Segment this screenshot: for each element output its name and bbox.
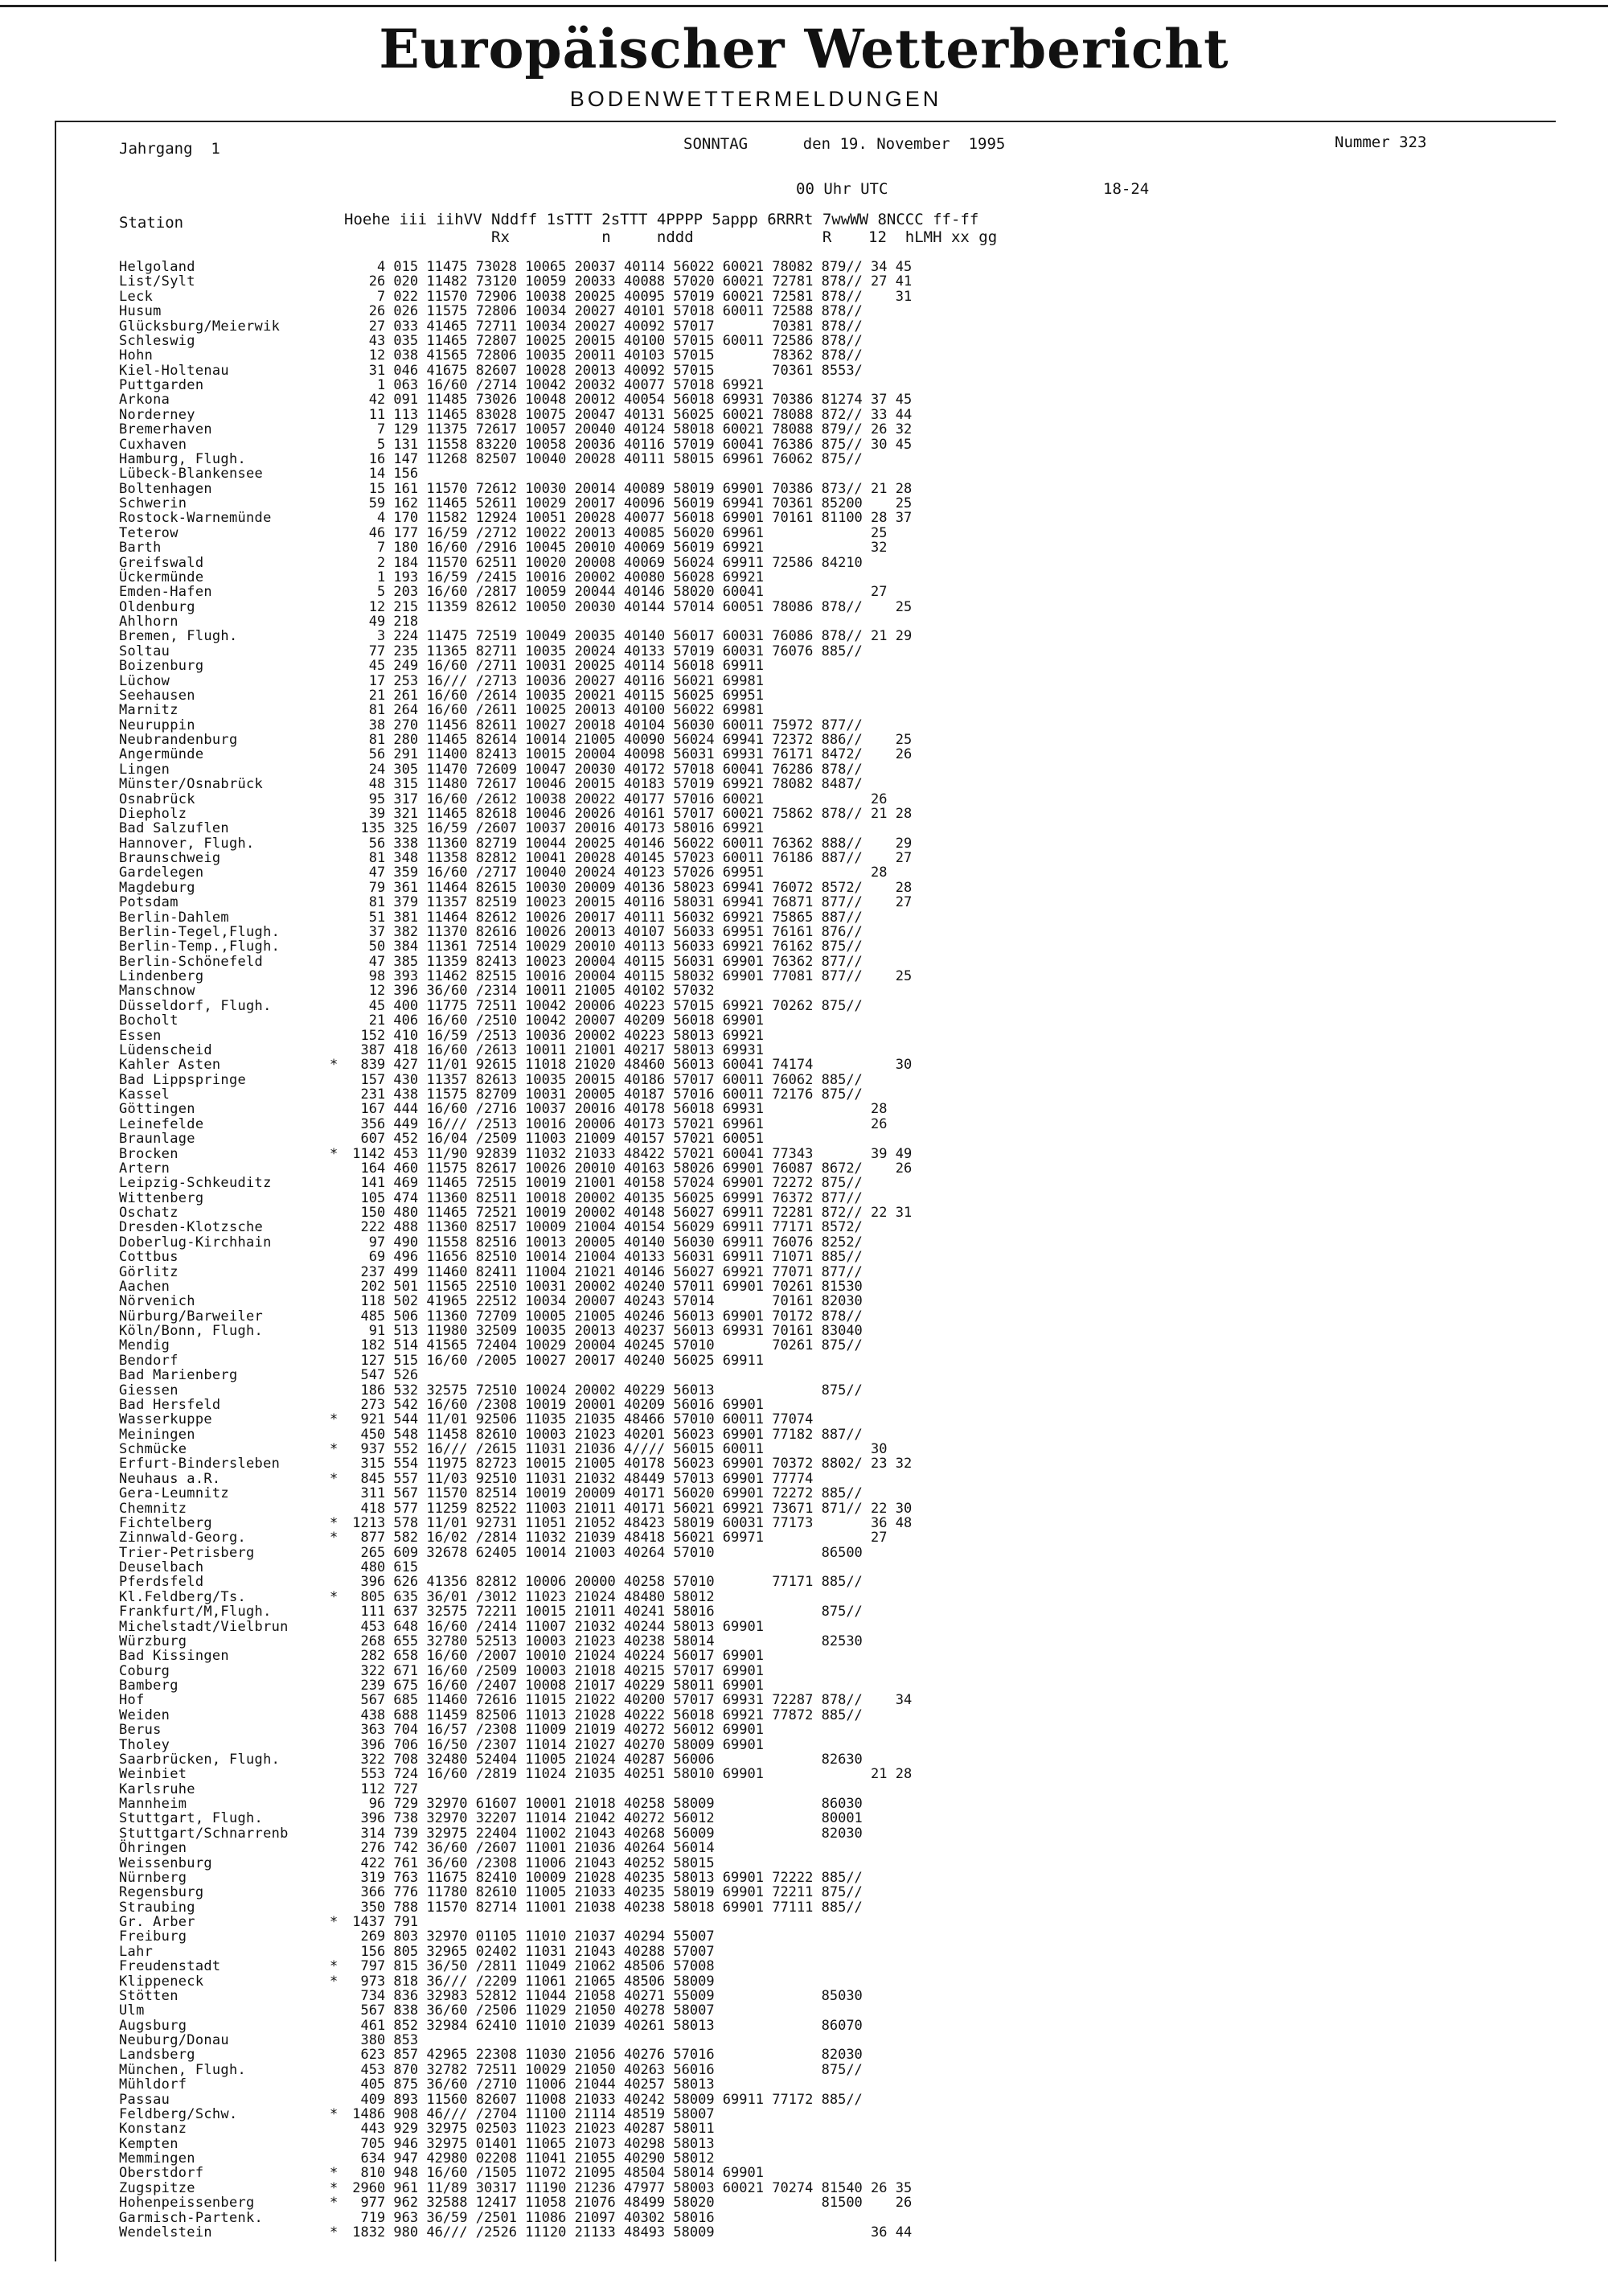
station-name: Stuttgart/Schnarrenb xyxy=(119,1825,289,1842)
observation-codes: 1486 908 46/// /2704 11100 21114 48519 58007 xyxy=(344,2105,715,2122)
station-name: Fichtelberg xyxy=(119,1514,212,1531)
observation-codes: 937 552 16/// /2615 11031 21036 4//// 56015 60011 30 xyxy=(344,1441,888,1457)
top-rule xyxy=(0,5,1608,7)
observation-codes: 47 385 11359 82413 10023 20004 40115 56031 69901 76362 877// xyxy=(344,953,863,970)
station-name: Braunschweig xyxy=(119,850,221,866)
observation-codes: 152 410 16/59 /2513 10036 20002 40223 58013 69921 xyxy=(344,1027,764,1044)
observation-codes: 95 317 16/60 /2612 10038 20022 40177 57016 60021 26 xyxy=(344,791,888,807)
observation-codes: 567 685 11460 72616 11015 21022 40200 57017 69931 72287 878// 34 xyxy=(344,1692,913,1709)
observation-codes: 21 261 16/60 /2614 10035 20021 40115 56025 69951 xyxy=(344,687,764,704)
station-name: Göttingen xyxy=(119,1101,195,1118)
station-name: Chemnitz xyxy=(119,1500,187,1517)
observation-codes: 845 557 11/03 92510 11031 21032 48449 57013 69901 77774 xyxy=(344,1470,814,1487)
observation-codes: 409 893 11560 82607 11008 21033 40242 58009 69911 77172 885// xyxy=(344,2091,863,2108)
station-name: Pferdsfeld xyxy=(119,1574,204,1591)
station-name: Mühldorf xyxy=(119,2076,187,2093)
observation-codes: 239 675 16/60 /2407 10008 21017 40229 58011 69901 xyxy=(344,1678,764,1694)
observation-codes: 47 359 16/60 /2717 10040 20024 40123 57026 69951 28 xyxy=(344,865,888,881)
station-name: Soltau xyxy=(119,643,170,659)
station-name: Bad Marienberg xyxy=(119,1367,238,1384)
station-name: Karlsruhe xyxy=(119,1781,195,1797)
station-name: Seehausen xyxy=(119,687,195,704)
station-name: Zugspitze xyxy=(119,2179,195,2196)
observation-codes: 921 544 11/01 92506 11035 21035 48466 57010 60011 77074 xyxy=(344,1411,814,1428)
mountain-station-marker: * xyxy=(330,2165,338,2182)
observation-codes: 222 488 11360 82517 10009 21004 40154 56029 69911 77171 8572/ xyxy=(344,1219,863,1236)
observation-codes: 4 015 11475 73028 10065 20037 40114 56022 60021 78082 879// 34 45 xyxy=(344,259,913,275)
observation-codes: 2 184 11570 62511 10020 20008 40069 56024 69911 72586 84210 xyxy=(344,554,863,571)
station-name: Nürnberg xyxy=(119,1869,187,1886)
station-name: Kassel xyxy=(119,1086,170,1103)
mountain-station-marker: * xyxy=(330,1145,338,1162)
observation-codes: 118 502 41965 22512 10034 20007 40243 57014 70161 82030 xyxy=(344,1293,863,1310)
observation-codes: 26 020 11482 73120 10059 20033 40088 57020 60021 72781 878// 27 41 xyxy=(344,273,913,290)
observation-codes: 16 147 11268 82507 10040 20028 40111 58015 69961 76062 875// xyxy=(344,450,863,467)
observation-codes: 450 548 11458 82610 10003 21023 40201 56023 69901 77182 887// xyxy=(344,1426,863,1443)
issue-number: Nummer 323 xyxy=(1335,133,1427,151)
station-name: Konstanz xyxy=(119,2121,187,2138)
station-name: Berlin-Temp.,Flugh. xyxy=(119,939,281,955)
observation-codes: 127 515 16/60 /2005 10027 20017 40240 56025 69911 xyxy=(344,1352,764,1369)
observation-codes: 141 469 11465 72515 10019 21001 40158 57024 69901 72272 875// xyxy=(344,1175,863,1192)
station-name: Glücksburg/Meierwik xyxy=(119,318,281,335)
gust-period: 18-24 xyxy=(1103,180,1150,198)
observation-codes: 453 870 32782 72511 10029 21050 40263 56016 875// xyxy=(344,2061,863,2078)
station-name: Neuruppin xyxy=(119,717,195,733)
station-name: Bremerhaven xyxy=(119,421,212,438)
station-name: Arkona xyxy=(119,392,170,409)
observation-codes: 567 838 36/60 /2506 11029 21050 40278 58007 xyxy=(344,2002,715,2019)
observation-codes: 396 626 41356 82812 10006 20000 40258 57010 77171 885// xyxy=(344,1574,863,1591)
mountain-station-marker: * xyxy=(330,1914,338,1930)
station-name: Ulm xyxy=(119,2002,145,2019)
mountain-station-marker: * xyxy=(330,1588,338,1605)
observation-codes: 202 501 11565 22510 10031 20002 40240 57011 69901 70261 81530 xyxy=(344,1278,863,1295)
station-name: Artern xyxy=(119,1160,170,1177)
station-name: Potsdam xyxy=(119,894,178,911)
station-name: Regensburg xyxy=(119,1884,204,1901)
station-name: Lüchow xyxy=(119,672,170,689)
observation-codes: 1213 578 11/01 92731 11051 21052 48423 58019 60031 77173 36 48 xyxy=(344,1514,913,1531)
station-name: Saarbrücken, Flugh. xyxy=(119,1751,281,1768)
station-name: Berlin-Dahlem xyxy=(119,909,229,926)
observation-codes: 705 946 32975 01401 11065 21073 40298 58013 xyxy=(344,2135,715,2152)
station-name: Essen xyxy=(119,1027,162,1044)
observation-codes: 797 815 36/50 /2811 11049 21062 48506 57008 xyxy=(344,1958,715,1975)
station-name: Augsburg xyxy=(119,2017,187,2034)
observation-codes: 105 474 11360 82511 10018 20002 40135 56025 69991 76372 877// xyxy=(344,1189,863,1206)
station-name: Mendig xyxy=(119,1337,170,1354)
observation-codes: 973 818 36/// /2209 11061 21065 48506 58009 xyxy=(344,1973,715,1990)
observation-codes: 485 506 11360 72709 10005 21005 40246 56013 69901 70172 878// xyxy=(344,1308,863,1325)
observation-codes: 396 706 16/50 /2307 11014 21027 40270 58009 69901 xyxy=(344,1736,764,1753)
station-name: Cottbus xyxy=(119,1249,178,1266)
observation-codes: 11 113 11465 83028 10075 20047 40131 56025 60021 78088 872// 33 44 xyxy=(344,406,913,423)
mountain-station-marker: * xyxy=(330,2224,338,2241)
observation-codes: 12 215 11359 82612 10050 20030 40144 57014 60051 78086 878// 25 xyxy=(344,598,913,615)
observation-codes: 405 875 36/60 /2710 11006 21044 40257 58013 xyxy=(344,2076,715,2093)
observation-codes: 91 513 11980 32509 10035 20013 40237 56013 69931 70161 83040 xyxy=(344,1323,863,1339)
observation-codes: 231 438 11575 82709 10031 20005 40187 57016 60011 72176 875// xyxy=(344,1086,863,1103)
observation-codes: 443 929 32975 02503 11023 21023 40287 58011 xyxy=(344,2121,715,2138)
station-name: Marnitz xyxy=(119,702,178,719)
observation-codes: 38 270 11456 82611 10027 20018 40104 56030 60011 75972 877// xyxy=(344,717,863,733)
station-name: Diepholz xyxy=(119,805,187,822)
observation-codes: 81 280 11465 82614 10014 21005 40090 56024 69941 72372 886// 25 xyxy=(344,732,913,748)
observation-codes: 27 033 41465 72711 10034 20027 40092 57017 70381 878// xyxy=(344,318,863,335)
station-name: Stötten xyxy=(119,1987,178,2004)
observation-codes: 77 235 11365 82711 10035 20024 40133 57019 60031 76076 885// xyxy=(344,643,863,659)
station-name: Husum xyxy=(119,303,162,320)
observation-codes: 350 788 11570 82714 11001 21038 40238 58018 69901 77111 885// xyxy=(344,1899,863,1916)
code-header-line-2: Rx n nddd R 12 hLMH xx gg xyxy=(344,228,998,246)
station-name: Weiden xyxy=(119,1707,170,1723)
station-name: Lahr xyxy=(119,1943,154,1960)
station-name: Norderney xyxy=(119,406,195,423)
observation-codes: 418 577 11259 82522 11003 21011 40171 56021 69921 73671 871// 22 30 xyxy=(344,1500,913,1517)
observation-codes: 623 857 42965 22308 11030 21056 40276 57016 82030 xyxy=(344,2047,863,2064)
observation-codes: 69 496 11656 82510 10014 21004 40133 56031 69911 71071 885// xyxy=(344,1249,863,1266)
observation-codes: 314 739 32975 22404 11002 21043 40268 56009 82030 xyxy=(344,1825,863,1842)
observation-codes: 276 742 36/60 /2607 11001 21036 40264 56014 xyxy=(344,1840,715,1857)
observation-codes: 42 091 11485 73026 10048 20012 40054 56018 69931 70386 81274 37 45 xyxy=(344,392,913,409)
station-name: Straubing xyxy=(119,1899,195,1916)
station-name: Lüdenscheid xyxy=(119,1041,212,1058)
observation-codes: 45 400 11775 72511 10042 20006 40223 57015 69921 70262 875// xyxy=(344,997,863,1014)
station-name: Memmingen xyxy=(119,2150,195,2167)
station-name: Leinefelde xyxy=(119,1115,204,1132)
station-name: Trier-Petrisberg xyxy=(119,1544,255,1561)
observation-codes: 31 046 41675 82607 10028 20013 40092 57015 70361 8553/ xyxy=(344,362,863,379)
observation-codes: 156 805 32965 02402 11031 21043 40288 57007 xyxy=(344,1943,715,1960)
station-name: Erfurt-Bindersleben xyxy=(119,1456,281,1472)
station-name: Boltenhagen xyxy=(119,480,212,497)
station-name: Schwerin xyxy=(119,495,187,511)
station-name: Rostock-Warnemünde xyxy=(119,510,272,527)
observation-codes: 45 249 16/60 /2711 10031 20025 40114 56018 69911 xyxy=(344,658,764,675)
station-name: Tholey xyxy=(119,1736,170,1753)
mountain-station-marker: * xyxy=(330,2105,338,2122)
page-title: Europäischer Wetterbericht xyxy=(379,18,1229,80)
station-name: Kl.Feldberg/Ts. xyxy=(119,1588,247,1605)
observation-codes: 265 609 32678 62405 10014 21003 40264 57010 86500 xyxy=(344,1544,863,1561)
station-name: Lübeck-Blankensee xyxy=(119,466,264,483)
station-name: Leck xyxy=(119,288,154,305)
station-name: Freudenstadt xyxy=(119,1958,221,1975)
station-name: Münster/Osnabrück xyxy=(119,776,264,793)
station-name: Hof xyxy=(119,1692,145,1709)
observation-codes: 363 704 16/57 /2308 11009 21019 40272 56012 69901 xyxy=(344,1722,764,1739)
observation-codes: 96 729 32970 61607 10001 21018 40258 58009 86030 xyxy=(344,1796,863,1812)
station-name: Hannover, Flugh. xyxy=(119,835,255,852)
station-name: Barth xyxy=(119,540,162,557)
station-name: Weinbiet xyxy=(119,1766,187,1783)
station-name: Kahler Asten xyxy=(119,1057,221,1074)
observation-codes: 356 449 16/// /2513 10016 20006 40173 57021 69961 26 xyxy=(344,1115,888,1132)
observation-codes: 15 161 11570 72612 10030 20014 40089 58019 69901 70386 873// 21 28 xyxy=(344,480,913,497)
observation-codes: 135 325 16/59 /2607 10037 20016 40173 58016 69921 xyxy=(344,820,764,837)
observation-codes: 237 499 11460 82411 11004 21021 40146 56027 69921 77071 877// xyxy=(344,1263,863,1280)
station-name: Manschnow xyxy=(119,983,195,1000)
mountain-station-marker: * xyxy=(330,2195,338,2212)
station-name: List/Sylt xyxy=(119,273,195,290)
observation-codes: 56 338 11360 82719 10044 20025 40146 56022 60011 76362 888// 29 xyxy=(344,835,913,852)
mountain-station-marker: * xyxy=(330,1958,338,1975)
station-name: Gardelegen xyxy=(119,865,204,881)
station-name: Doberlug-Kirchhain xyxy=(119,1234,272,1251)
observation-codes: 634 947 42980 02208 11041 21055 40290 58012 xyxy=(344,2150,715,2167)
observation-codes: 186 532 32575 72510 10024 20002 40229 56013 875// xyxy=(344,1382,863,1399)
station-name: Kiel-Holtenau xyxy=(119,362,229,379)
station-name: Puttgarden xyxy=(119,377,204,393)
observation-codes: 2960 961 11/89 30317 11190 21236 47977 58003 60021 70274 81540 26 35 xyxy=(344,2179,913,2196)
observation-codes: 3 224 11475 72519 10049 20035 40140 56017 60031 76086 878// 21 29 xyxy=(344,628,913,645)
station-name: Lingen xyxy=(119,761,170,778)
station-name: Boizenburg xyxy=(119,658,204,675)
station-name: Ückermünde xyxy=(119,569,204,585)
report-date: SONNTAG den 19. November 1995 xyxy=(683,135,1006,153)
station-name: Coburg xyxy=(119,1662,170,1679)
station-name: Greifswald xyxy=(119,554,204,571)
station-name: Weissenburg xyxy=(119,1854,212,1871)
observation-codes: 366 776 11780 82610 11005 21033 40235 58019 69901 72211 875// xyxy=(344,1884,863,1901)
station-name: Bad Salzuflen xyxy=(119,820,229,837)
mountain-station-marker: * xyxy=(330,1411,338,1428)
page-subtitle: BODENWETTERMELDUNGEN xyxy=(569,87,942,111)
station-name: Düsseldorf, Flugh. xyxy=(119,997,272,1014)
observation-codes: 719 963 36/59 /2501 11086 21097 40302 58016 xyxy=(344,2209,715,2226)
observation-codes: 21 406 16/60 /2510 10042 20007 40209 56018 69901 xyxy=(344,1012,764,1029)
observation-codes: 150 480 11465 72521 10019 20002 40148 56027 69911 72281 872// 22 31 xyxy=(344,1205,913,1221)
observation-codes: 7 022 11570 72906 10038 20025 40095 57019 60021 72581 878// 31 xyxy=(344,288,913,305)
observation-codes: 12 396 36/60 /2314 10011 21005 40102 57032 xyxy=(344,983,715,1000)
station-name: Hohenpeissenberg xyxy=(119,2195,255,2212)
observation-codes: 5 203 16/60 /2817 10059 20044 40146 58020 60041 27 xyxy=(344,584,888,601)
station-name: Landsberg xyxy=(119,2047,195,2064)
station-name: Klippeneck xyxy=(119,1973,204,1990)
observation-codes: 453 648 16/60 /2414 11007 21032 40244 58013 69901 xyxy=(344,1618,764,1635)
station-name: Angermünde xyxy=(119,746,204,763)
station-name: Hohn xyxy=(119,347,154,364)
station-name: Giessen xyxy=(119,1382,178,1399)
station-name: Würzburg xyxy=(119,1633,187,1649)
station-name: Görlitz xyxy=(119,1263,178,1280)
station-name: Dresden-Klotzsche xyxy=(119,1219,264,1236)
observation-codes: 79 361 11464 82615 10030 20009 40136 58023 69941 76072 8572/ 28 xyxy=(344,879,913,896)
station-name: München, Flugh. xyxy=(119,2061,247,2078)
observation-codes: 182 514 41565 72404 10029 20004 40245 57010 70261 875// xyxy=(344,1337,863,1354)
observation-codes: 547 526 xyxy=(344,1367,419,1384)
mountain-station-marker: * xyxy=(330,1470,338,1487)
station-name: Freiburg xyxy=(119,1928,187,1945)
observation-codes: 164 460 11575 82617 10026 20010 40163 58026 69901 76087 8672/ 26 xyxy=(344,1160,913,1177)
station-name: Nürburg/Barweiler xyxy=(119,1308,264,1325)
observation-codes: 97 490 11558 82516 10013 20005 40140 56030 69911 76076 8252/ xyxy=(344,1234,863,1251)
observation-codes: 977 962 32588 12417 11058 21076 48499 58020 81500 26 xyxy=(344,2195,913,2212)
observation-codes: 1437 791 xyxy=(344,1914,419,1930)
station-name: Wittenberg xyxy=(119,1189,204,1206)
observation-codes: 1832 980 46/// /2526 11120 21133 48493 58009 36 44 xyxy=(344,2224,913,2241)
observation-codes: 438 688 11459 82506 11013 21028 40222 56018 69921 77872 885// xyxy=(344,1707,863,1723)
observation-codes: 51 381 11464 82612 10026 20017 40111 56032 69921 75865 887// xyxy=(344,909,863,926)
observation-codes: 553 724 16/60 /2819 11024 21035 40251 58010 69901 21 28 xyxy=(344,1766,913,1783)
observation-codes: 387 418 16/60 /2613 10011 21001 40217 58013 69931 xyxy=(344,1041,764,1058)
station-name: Kempten xyxy=(119,2135,178,2152)
mountain-station-marker: * xyxy=(330,1441,338,1457)
observation-codes: 5 131 11558 83220 10058 20036 40116 57019 60041 76386 875// 30 45 xyxy=(344,436,913,453)
observation-codes: 877 582 16/02 /2814 11032 21039 48418 56021 69971 27 xyxy=(344,1530,888,1546)
mountain-station-marker: * xyxy=(330,1057,338,1074)
station-name: Bad Kissingen xyxy=(119,1648,229,1665)
station-name: Passau xyxy=(119,2091,170,2108)
observation-codes: 157 430 11357 82613 10035 20015 40186 57017 60011 76062 885// xyxy=(344,1071,863,1088)
observation-codes: 268 655 32780 52513 10003 21023 40238 58014 82530 xyxy=(344,1633,863,1649)
station-name: Garmisch-Partenk. xyxy=(119,2209,264,2226)
station-name: Neuburg/Donau xyxy=(119,2032,229,2048)
station-name: Mannheim xyxy=(119,1796,187,1812)
station-name: Zinnwald-Georg. xyxy=(119,1530,247,1546)
observation-codes: 322 671 16/60 /2509 10003 21018 40215 57017 69901 xyxy=(344,1662,764,1679)
observation-codes: 805 635 36/01 /3012 11023 21024 48480 58012 xyxy=(344,1588,715,1605)
station-name: Bendorf xyxy=(119,1352,178,1369)
station-name: Oldenburg xyxy=(119,598,195,615)
observation-codes: 48 315 11480 72617 10046 20015 40183 57019 69921 78082 8487/ xyxy=(344,776,863,793)
station-name: Magdeburg xyxy=(119,879,195,896)
station-name: Oberstdorf xyxy=(119,2165,204,2182)
station-name: Ahlhorn xyxy=(119,614,178,630)
observation-codes: 461 852 32984 62410 11010 21039 40261 58013 86070 xyxy=(344,2017,863,2034)
station-name: Frankfurt/M,Flugh. xyxy=(119,1604,272,1620)
observation-codes: 273 542 16/60 /2308 10019 20001 40209 56016 69901 xyxy=(344,1396,764,1413)
station-name: Aachen xyxy=(119,1278,170,1295)
observation-codes: 49 218 xyxy=(344,614,419,630)
observation-codes: 43 035 11465 72807 10025 20015 40100 57015 60011 72586 878// xyxy=(344,332,863,349)
jahrgang-label: Jahrgang 1 xyxy=(119,140,220,158)
observation-codes: 480 615 xyxy=(344,1559,419,1575)
observation-codes: 37 382 11370 82616 10026 20013 40107 56033 69951 76161 876// xyxy=(344,923,863,940)
station-name: Helgoland xyxy=(119,259,195,275)
mountain-station-marker: * xyxy=(330,1530,338,1546)
station-name: Deuselbach xyxy=(119,1559,204,1575)
station-name: Oschatz xyxy=(119,1205,178,1221)
observation-codes: 311 567 11570 82514 10019 20009 40171 56020 69901 72272 885// xyxy=(344,1485,863,1502)
observation-codes: 734 836 32983 52812 11044 21058 40271 55009 85030 xyxy=(344,1987,863,2004)
station-name: Gr. Arber xyxy=(119,1914,195,1930)
mountain-station-marker: * xyxy=(330,2179,338,2196)
observation-codes: 98 393 11462 82515 10016 20004 40115 58032 69901 77081 877// 25 xyxy=(344,968,913,984)
station-name: Hamburg, Flugh. xyxy=(119,450,247,467)
observation-codes: 1 193 16/59 /2415 10016 20002 40080 56028 69921 xyxy=(344,569,764,585)
observation-codes: 607 452 16/04 /2509 11003 21009 40157 57021 60051 xyxy=(344,1131,764,1148)
station-name: Berlin-Tegel,Flugh. xyxy=(119,923,281,940)
station-name: Bremen, Flugh. xyxy=(119,628,238,645)
station-name: Schmücke xyxy=(119,1441,187,1457)
observation-codes: 59 162 11465 52611 10029 20017 40096 56019 69941 70361 85200 25 xyxy=(344,495,913,511)
observation-codes: 50 384 11361 72514 10029 20010 40113 56033 69921 76162 875// xyxy=(344,939,863,955)
station-name: Nörvenich xyxy=(119,1293,195,1310)
observation-codes: 322 708 32480 52404 11005 21024 40287 56006 82630 xyxy=(344,1751,863,1768)
station-name: Meiningen xyxy=(119,1426,195,1443)
observation-codes: 380 853 xyxy=(344,2032,419,2048)
observation-codes: 422 761 36/60 /2308 11006 21043 40252 58015 xyxy=(344,1854,715,1871)
station-name: Berlin-Schönefeld xyxy=(119,953,264,970)
observation-codes: 810 948 16/60 /1505 11072 21095 48504 58014 69901 xyxy=(344,2165,764,2182)
station-name: Feldberg/Schw. xyxy=(119,2105,238,2122)
station-column-header: Station xyxy=(119,214,184,232)
observation-codes: 112 727 xyxy=(344,1781,419,1797)
observation-codes: 14 156 xyxy=(344,466,419,483)
station-name: Bocholt xyxy=(119,1012,178,1029)
observation-codes: 839 427 11/01 92615 11018 21020 48460 56013 60041 74174 30 xyxy=(344,1057,913,1074)
observation-codes: 319 763 11675 82410 10009 21028 40235 58013 69901 72222 885// xyxy=(344,1869,863,1886)
station-name: Bamberg xyxy=(119,1678,178,1694)
observation-codes: 26 026 11575 72806 10034 20027 40101 57018 60011 72588 878// xyxy=(344,303,863,320)
observation-codes: 81 348 11358 82812 10041 20028 40145 57023 60011 76186 887// 27 xyxy=(344,850,913,866)
station-name: Schleswig xyxy=(119,332,195,349)
station-name: Lindenberg xyxy=(119,968,204,984)
station-name: Wasserkuppe xyxy=(119,1411,212,1428)
code-header-line-1: Hoehe iii iihVV Nddff 1sTTT 2sTTT 4PPPP 5appp 6RRRt 7wwWW 8NCCC ff-ff xyxy=(344,211,979,228)
station-name: Öhringen xyxy=(119,1840,187,1857)
station-name: Teterow xyxy=(119,524,178,541)
station-name: Leipzig-Schkeuditz xyxy=(119,1175,272,1192)
observation-codes: 111 637 32575 72211 10015 21011 40241 58016 875// xyxy=(344,1604,863,1620)
observation-codes: 17 253 16/// /2713 10036 20027 40116 56021 69981 xyxy=(344,672,764,689)
observation-codes: 7 129 11375 72617 10057 20040 40124 58018 60021 78088 879// 26 32 xyxy=(344,421,913,438)
station-name: Osnabrück xyxy=(119,791,195,807)
mountain-station-marker: * xyxy=(330,1973,338,1990)
station-name: Berus xyxy=(119,1722,162,1739)
observation-codes: 12 038 41565 72806 10035 20011 40103 57015 78362 878// xyxy=(344,347,863,364)
station-name: Stuttgart, Flugh. xyxy=(119,1810,264,1827)
observation-codes: 167 444 16/60 /2716 10037 20016 40178 56018 69931 28 xyxy=(344,1101,888,1118)
observation-codes: 39 321 11465 82618 10046 20026 40161 57017 60021 75862 878// 21 28 xyxy=(344,805,913,822)
observation-time: 00 Uhr UTC xyxy=(796,180,888,198)
observation-codes: 282 658 16/60 /2007 10010 21024 40224 56017 69901 xyxy=(344,1648,764,1665)
station-name: Gera-Leumnitz xyxy=(119,1485,229,1502)
observation-codes: 4 170 11582 12924 10051 20028 40077 56018 69901 70161 81100 28 37 xyxy=(344,510,913,527)
mountain-station-marker: * xyxy=(330,1514,338,1531)
observation-codes: 396 738 32970 32207 11014 21042 40272 56012 80001 xyxy=(344,1810,863,1827)
observation-codes: 24 305 11470 72609 10047 20030 40172 57018 60041 76286 878// xyxy=(344,761,863,778)
station-name: Neuhaus a.R. xyxy=(119,1470,221,1487)
station-name: Emden-Hafen xyxy=(119,584,212,601)
station-name: Braunlage xyxy=(119,1131,195,1148)
observation-codes: 7 180 16/60 /2916 10045 20010 40069 56019 69921 32 xyxy=(344,540,888,557)
observation-codes: 81 379 11357 82519 10023 20015 40116 58031 69941 76871 877// 27 xyxy=(344,894,913,911)
station-name: Wendelstein xyxy=(119,2224,212,2241)
station-name: Bad Lippspringe xyxy=(119,1071,247,1088)
station-name: Michelstadt/Vielbrun xyxy=(119,1618,289,1635)
observation-codes: 1 063 16/60 /2714 10042 20032 40077 57018 69921 xyxy=(344,377,764,393)
observation-codes: 81 264 16/60 /2611 10025 20013 40100 56022 69981 xyxy=(344,702,764,719)
station-name: Cuxhaven xyxy=(119,436,187,453)
observation-codes: 46 177 16/59 /2712 10022 20013 40085 56020 69961 25 xyxy=(344,524,888,541)
code-column-headers xyxy=(344,211,997,246)
observation-codes: 269 803 32970 01105 11010 21037 40294 55007 xyxy=(344,1928,715,1945)
station-name: Neubrandenburg xyxy=(119,732,238,748)
station-name: Köln/Bonn, Flugh. xyxy=(119,1323,264,1339)
observation-codes: 315 554 11975 82723 10015 21005 40178 56023 69901 70372 8802/ 23 32 xyxy=(344,1456,913,1472)
observation-codes: 56 291 11400 82413 10015 20004 40098 56031 69931 76171 8472/ 26 xyxy=(344,746,913,763)
station-name: Brocken xyxy=(119,1145,178,1162)
observation-codes: 1142 453 11/90 92839 11032 21033 48422 57021 60041 77343 39 49 xyxy=(344,1145,913,1162)
station-name: Bad Hersfeld xyxy=(119,1396,221,1413)
